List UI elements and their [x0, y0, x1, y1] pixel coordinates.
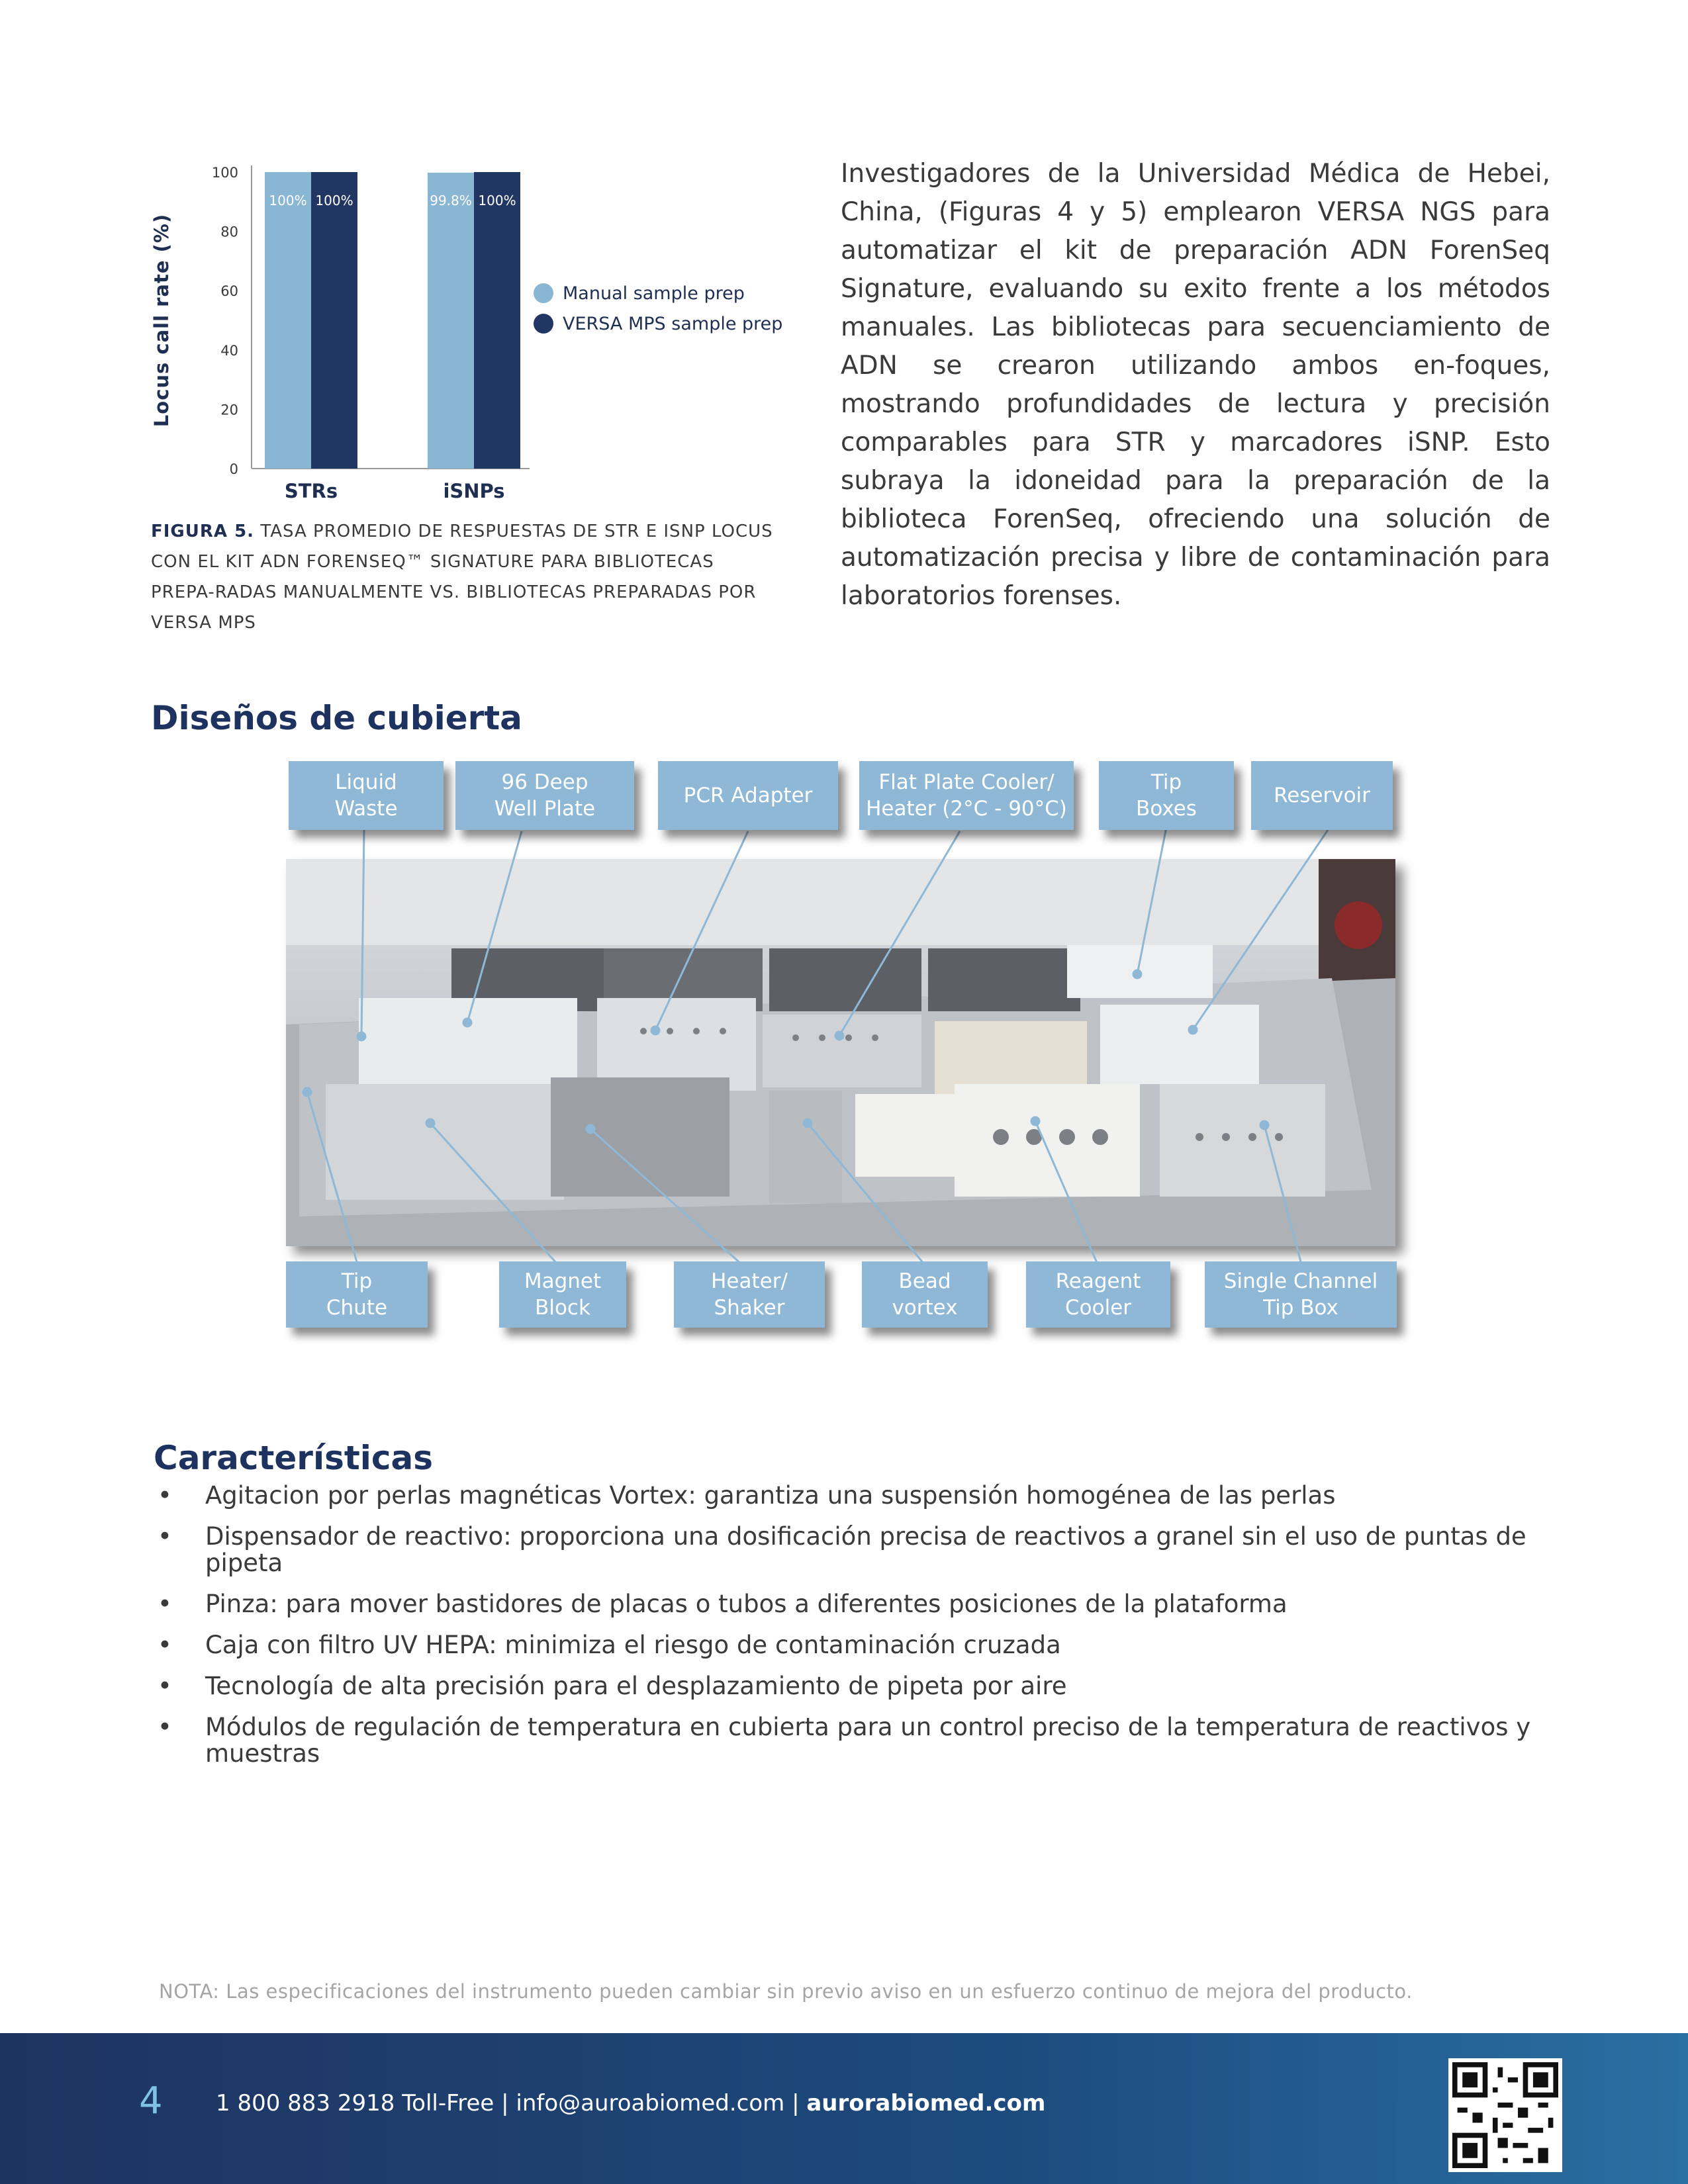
- feature-item: • Caja con filtro UV HEPA: minimiza el riesgo de contaminación cruzada: [151, 1632, 1554, 1659]
- label-magnet-block: [499, 1261, 626, 1328]
- label-pcr-adapter: [658, 761, 838, 830]
- legend-swatch-manual: [534, 283, 553, 303]
- bar-data-label: 100%: [315, 192, 353, 208]
- bar-data-label: 100%: [478, 192, 516, 208]
- label-96-deep-well-plate: [455, 761, 634, 830]
- features-heading: Características: [154, 1439, 434, 1477]
- phone-number: 1 800 883 2918 Toll-Free: [216, 2090, 494, 2116]
- locus-call-rate-chart: [132, 152, 530, 510]
- label-bead-vortex: [862, 1261, 988, 1328]
- label-96-deep-well-plate-text: 96 Deep Well Plate: [494, 770, 596, 821]
- figure-caption-text: TASA PROMEDIO DE RESPUESTAS DE STR E ISNP LOCUS CON EL KIT ADN FORENSEQ™ SIGNATURE PARA BIBLIOTECAS PREPA-RADAS MANUALMENTE VS. BIBLIOTECAS PREPARADAS POR VERSA MPS: [151, 522, 773, 633]
- label-flat-plate-cooler-text: Flat Plate Cooler/ Heater (2°C - 90°C): [866, 770, 1067, 821]
- feature-item: • Tecnología de alta precisión para el desplazamiento de pipeta por aire: [151, 1673, 1554, 1700]
- bar-strs-manual: [265, 172, 311, 469]
- label-tip-boxes-text: Tip Boxes: [1136, 770, 1197, 821]
- y-tick-label: 40: [220, 342, 238, 359]
- label-single-channel-tip-box: [1205, 1261, 1397, 1328]
- legend-label-versa: VERSA MPS sample prep: [563, 313, 783, 334]
- contact-line: [216, 2090, 1045, 2116]
- deck-illustration: [286, 859, 1395, 1246]
- feature-item: • Pinza: para mover bastidores de placas o tubos a diferentes posiciones de la plataforma: [151, 1591, 1554, 1617]
- deck-layout-heading: Diseños de cubierta: [151, 699, 522, 737]
- y-tick-label: 20: [220, 402, 238, 418]
- bar-isnps-manual: [428, 173, 474, 469]
- figure-caption-prefix: FIGURA 5.: [151, 522, 255, 541]
- label-heater-shaker-text: Heater/ Shaker: [711, 1269, 788, 1320]
- feature-item: • Módulos de regulación de temperatura en cubierta para un control preciso de la temperatura de reactivos y muestras: [151, 1714, 1554, 1767]
- qr-code-pattern: [1452, 2062, 1558, 2168]
- label-reservoir: [1251, 761, 1393, 830]
- website-link[interactable]: aurorabiomed.com: [806, 2090, 1046, 2116]
- label-bead-vortex-text: Bead vortex: [892, 1269, 958, 1320]
- separator: |: [494, 2090, 516, 2116]
- bar-data-label: 100%: [269, 192, 307, 208]
- bar-isnps-versa: [474, 172, 520, 469]
- page-number: 4: [139, 2079, 163, 2122]
- legend-label-manual: Manual sample prep: [563, 283, 745, 304]
- label-reagent-cooler-text: Reagent Cooler: [1055, 1269, 1141, 1320]
- label-flat-plate-cooler: [859, 761, 1074, 830]
- label-liquid-waste: [289, 761, 444, 830]
- x-category-label: STRs: [284, 480, 338, 502]
- label-tip-boxes: [1099, 761, 1234, 830]
- legend-item-manual: [534, 278, 782, 308]
- bar-strs-versa: [311, 172, 357, 469]
- figure-caption: [151, 516, 773, 638]
- legend-swatch-versa: [534, 314, 553, 334]
- disclaimer-note: NOTA: Las especificaciones del instrumento pueden cambiar sin previo aviso en un esfuerzo continuo de mejora del producto.: [159, 1980, 1413, 2003]
- features-list: [151, 1482, 1554, 1782]
- label-magnet-block-text: Magnet Block: [524, 1269, 602, 1320]
- bar-data-label: 99.8%: [430, 192, 472, 208]
- label-single-channel-tip-box-text: Single Channel Tip Box: [1223, 1269, 1378, 1320]
- label-tip-chute: [286, 1261, 428, 1328]
- x-category-label: iSNPs: [443, 480, 505, 502]
- label-pcr-adapter-text: PCR Adapter: [683, 784, 813, 807]
- footer-bar: [0, 2033, 1688, 2184]
- y-tick-label: 0: [229, 461, 238, 477]
- label-liquid-waste-text: Liquid Waste: [334, 770, 398, 821]
- intro-paragraph: Investigadores de la Universidad Médica de Hebei, China, (Figuras 4 y 5) emplearon VERSA NGS para automatizar el kit de preparación ADN ForenSeq Signature, evaluando su exito frente a los métodos manuales. Las bibliotecas para secuenciamiento de ADN se crearon utilizando ambos en-foques, mostrando profundidades de lectura y precisión comparables para STR y marcadores iSNP. Esto subraya la idoneidad para la preparación de la biblioteca ForenSeq, ofreciendo una solución de automatización precisa y libre de contaminación para laboratorios forenses.: [841, 159, 1550, 611]
- label-tip-chute-text: Tip Chute: [326, 1269, 388, 1320]
- label-reagent-cooler: [1026, 1261, 1170, 1328]
- feature-item: • Dispensador de reactivo: proporciona una dosificación precisa de reactivos a granel sin el uso de puntas de pipeta: [151, 1524, 1554, 1576]
- y-tick-label: 100: [211, 165, 238, 181]
- label-reservoir-text: Reservoir: [1274, 784, 1370, 807]
- email-link[interactable]: info@auroabiomed.com: [516, 2090, 785, 2116]
- feature-item: • Agitacion por perlas magnéticas Vortex: garantiza una suspensión homogénea de las perlas: [151, 1482, 1554, 1509]
- separator: |: [784, 2090, 807, 2116]
- chart-legend: [534, 278, 782, 339]
- legend-item-versa: [534, 308, 782, 339]
- y-tick-label: 80: [220, 224, 238, 240]
- qr-code[interactable]: [1448, 2058, 1562, 2172]
- deck-photo: [286, 859, 1395, 1246]
- y-tick-label: 60: [220, 283, 238, 300]
- y-axis-title: Locus call rate (%): [150, 213, 173, 428]
- label-heater-shaker: [674, 1261, 825, 1328]
